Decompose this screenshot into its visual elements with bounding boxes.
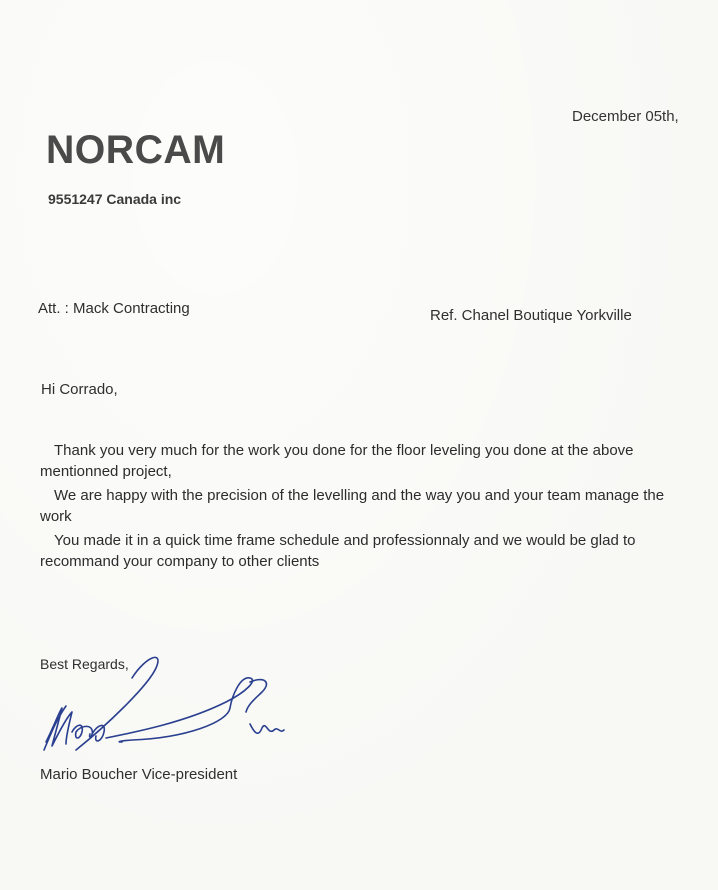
- reference-line: Ref. Chanel Boutique Yorkville: [430, 307, 632, 324]
- closing: Best Regards,: [40, 656, 129, 672]
- attention-line: Att. : Mack Contracting: [38, 300, 190, 317]
- handwritten-signature: [36, 646, 306, 786]
- paragraph-3: You made it in a quick time frame schedule and professionnaly and we would be glad to recommand your company to other clients: [40, 532, 636, 570]
- paragraph-1: Thank you very much for the work you done for the floor leveling you done at the above mentionned project,: [40, 442, 634, 480]
- letter-date: December 05th,: [572, 108, 679, 125]
- signer-name: Mario Boucher Vice-president: [40, 766, 238, 783]
- letter-body: [40, 440, 680, 572]
- company-logo: NORCAM: [46, 128, 226, 172]
- greeting: Hi Corrado,: [41, 381, 118, 398]
- paragraph-2: We are happy with the precision of the levelling and the way you and your team manage the work: [40, 487, 665, 525]
- company-number: 9551247 Canada inc: [48, 191, 182, 207]
